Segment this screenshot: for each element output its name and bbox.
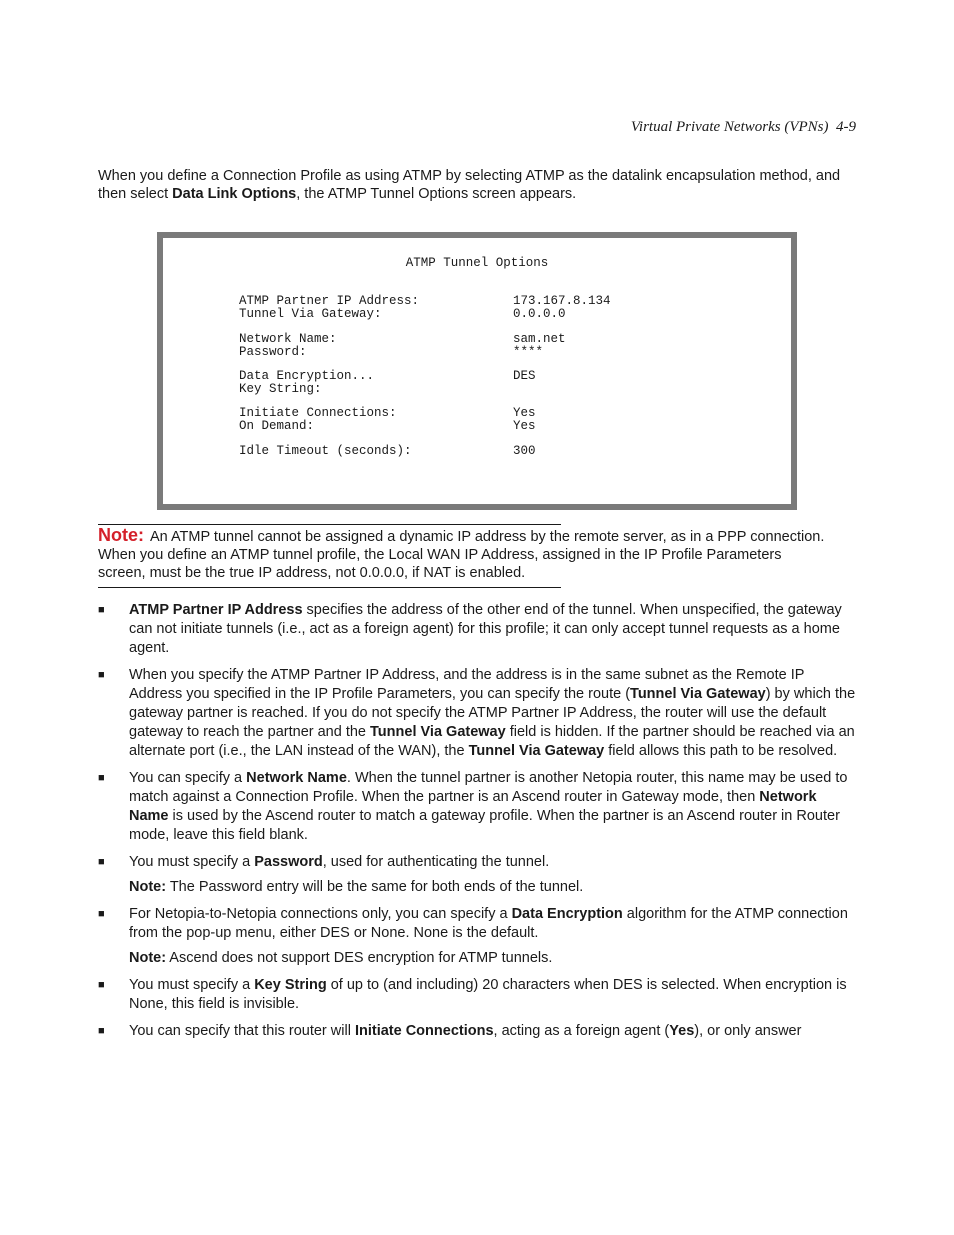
field-initiate-connections[interactable]: Initiate Connections: Yes [239, 406, 536, 420]
inline-note: Note: The Password entry will be the same for both ends of the tunnel. [129, 879, 584, 895]
field-data-encryption[interactable]: Data Encryption... DES [239, 369, 536, 383]
screen-title: ATMP Tunnel Options [405, 256, 549, 270]
bullet-icon: ■ [98, 669, 105, 681]
screen-group-timeout [239, 445, 739, 458]
bullet-icon: ■ [98, 604, 105, 616]
bullet-icon: ■ [98, 772, 105, 784]
bullet-icon: ■ [98, 908, 105, 920]
field-password[interactable]: Password: **** [239, 344, 544, 359]
list-item: ■ You must specify a Key String of up to (and including) 20 characters when DES is selected. When encryption is None, this field is invisible. [98, 977, 847, 1012]
list-item: ■ When you specify the ATMP Partner IP Address, and the address is in the same subnet as the Remote IP Address you specified in the IP Profile Parameters, you can specify the route (Tunnel Via Gateway) by which the gateway partner is reached. If you do not specify the ATMP Partner IP Address, the router will use the default gateway to reach the partner and the Tunnel Via Gateway field is hidden. If the partner should be reached via an alternate port (i.e., the LAN instead of the WAN), the Tunnel Via Gateway field allows this path to be resolved. [98, 667, 856, 759]
field-network-name[interactable]: Network Name: sam.net [239, 332, 566, 346]
list-item: ■ You can specify that this router will Initiate Connections, acting as a foreign agent (Yes), or only answer [98, 1023, 802, 1039]
field-tunnel-via-gateway[interactable]: Tunnel Via Gateway: 0.0.0.0 [239, 306, 566, 321]
note-rule-bottom [98, 587, 561, 588]
bullet-icon: ■ [98, 979, 105, 991]
field-key-string[interactable]: Key String: [239, 381, 322, 396]
list-item: ■ You must specify a Password, used for authenticating the tunnel. [98, 854, 550, 870]
page-number: 4-9 [836, 119, 856, 135]
running-header [631, 119, 856, 136]
field-idle-timeout[interactable]: Idle Timeout (seconds): 300 [239, 444, 536, 458]
list-item: ■ You can specify a Network Name. When the tunnel partner is another Netopia router, this name may be used to match against a Connection Profile. When the partner is an Ascend router in Gateway mode, then Network Name is used by the Ascend router to match a gateway profile. When the partner is an Ascend router in Router mode, leave this field blank. [98, 770, 848, 843]
bullet-icon: ■ [98, 1025, 105, 1037]
list-item: ■ ATMP Partner IP Address specifies the address of the other end of the tunnel. When unspecified, the gateway can not initiate tunnels (i.e., act as a foreign agent) for this profile; it can only accept tunnel requests as a home agent. [98, 602, 842, 656]
inline-note: Note: Ascend does not support DES encryption for ATMP tunnels. [129, 950, 553, 966]
note-label: Note: [98, 525, 144, 545]
note-text: Note: An ATMP tunnel cannot be assigned a dynamic IP address by the remote server, as in a PPP connection. When you define an ATMP tunnel profile, the Local WAN IP Address, assigned in the IP Profile Parameters screen, must be the true IP address, not 0.0.0.0, if NAT is enabled. [98, 525, 825, 581]
intro-paragraph: When you define a Connection Profile as using ATMP by selecting ATMP as the datalink encapsulation method, and then select Data Link Options, the ATMP Tunnel Options screen appears. [98, 168, 841, 202]
bullet-list [98, 601, 858, 1049]
screen-group-encryption [239, 370, 739, 395]
list-item: ■ For Netopia-to-Netopia connections only, you can specify a Data Encryption algorithm for the ATMP connection from the pop-up menu, either DES or None. None is the default. [98, 906, 848, 941]
field-partner-ip[interactable]: ATMP Partner IP Address: 173.167.8.134 [239, 294, 611, 308]
screen-group-network [239, 333, 739, 358]
note-rule-top [98, 524, 561, 525]
screen-group-partner [239, 295, 739, 320]
bullet-icon: ■ [98, 856, 105, 868]
running-title: Virtual Private Networks (VPNs) [630, 119, 829, 135]
atmp-tunnel-options-screen [157, 232, 797, 510]
field-on-demand[interactable]: On Demand: Yes [239, 418, 536, 433]
screen-group-connections [239, 407, 739, 432]
